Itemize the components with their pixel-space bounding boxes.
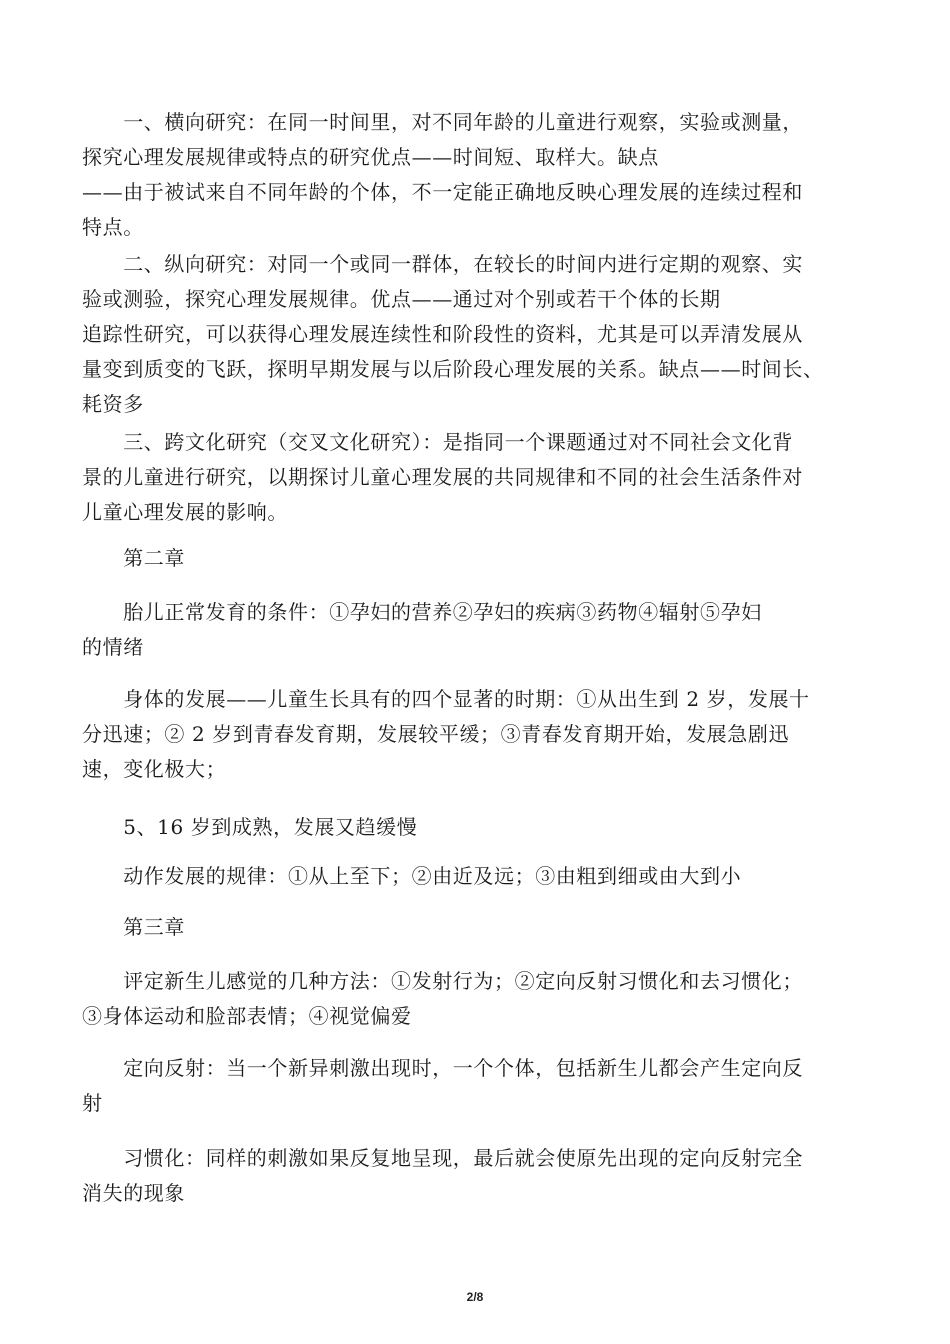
- text-line: 身体的发展——儿童生长具有的四个显著的时期：①从出生到 2 岁，发展十: [82, 687, 810, 711]
- text-line: 胎儿正常发育的条件：①孕妇的营养②孕妇的疾病③药物④辐射⑤孕妇: [82, 600, 762, 624]
- text-line: 第三章: [82, 915, 185, 939]
- text-line: 的情绪: [82, 635, 144, 659]
- text-line: 追踪性研究，可以获得心理发展连续性和阶段性的资料，尤其是可以弄清发展从: [82, 322, 803, 346]
- paragraph-cross-cultural-study: [82, 425, 872, 530]
- paragraph-longitudinal-study: [82, 247, 872, 422]
- paragraph-body-development: [82, 682, 872, 787]
- text-line: 消失的现象: [82, 1181, 185, 1205]
- text-line: 儿童心理发展的影响。: [82, 500, 288, 524]
- text-line: 景的儿童进行研究，以期探讨儿童心理发展的共同规律和不同的社会生活条件对: [82, 465, 803, 489]
- text-line: 评定新生儿感觉的几种方法：①发射行为；②定向反射习惯化和去习惯化；: [82, 969, 803, 993]
- paragraph-newborn-sensation-methods: [82, 964, 872, 1034]
- paragraph-habituation: [82, 1141, 872, 1211]
- text-line: 耗资多: [82, 392, 144, 416]
- text-line: 分迅速；② 2 岁到青春发育期，发展较平缓；③青春发育期开始，发展急剧迅: [82, 722, 790, 746]
- text-line: 量变到质变的飞跃，探明早期发展与以后阶段心理发展的关系。缺点——时间长、: [82, 357, 824, 381]
- paragraph-fetal-development: [82, 595, 872, 665]
- paragraph-growth-period: [82, 810, 872, 845]
- text-line: ③身体运动和脸部表情；④视觉偏爱: [82, 1004, 412, 1028]
- paragraph-orienting-reflex: [82, 1051, 872, 1121]
- text-line: 特点。: [82, 215, 144, 239]
- text-line: 验或测验，探究心理发展规律。优点——通过对个别或若干个体的长期: [82, 287, 721, 311]
- paragraph-cross-sectional-study: [82, 105, 872, 245]
- text-line: 一、横向研究：在同一时间里，对不同年龄的儿童进行观察，实验或测量，: [82, 110, 803, 134]
- text-line: 射: [82, 1091, 103, 1115]
- chapter-heading: [82, 910, 872, 945]
- text-line: ——由于被试来自不同年龄的个体，不一定能正确地反映心理发展的连续过程和: [82, 180, 803, 204]
- page-number: 2/8: [466, 1290, 484, 1304]
- text-line: 三、跨文化研究（交叉文化研究）：是指同一个课题通过对不同社会文化背: [82, 430, 793, 454]
- text-line: 速，变化极大；: [82, 757, 227, 781]
- text-line: 动作发展的规律：①从上至下；②由近及远；③由粗到细或由大到小: [82, 864, 742, 888]
- chapter-heading: [82, 541, 872, 576]
- text-line: 第二章: [82, 546, 185, 570]
- text-line: 习惯化：同样的刺激如果反复地呈现，最后就会使原先出现的定向反射完全: [82, 1146, 803, 1170]
- paragraph-motor-development: [82, 859, 872, 894]
- text-line: 二、纵向研究：对同一个或同一群体，在较长的时间内进行定期的观察、实: [82, 252, 803, 276]
- text-line: 定向反射：当一个新异刺激出现时，一个个体，包括新生儿都会产生定向反: [82, 1056, 803, 1080]
- text-line: 探究心理发展规律或特点的研究优点——时间短、取样大。缺点: [82, 145, 659, 169]
- text-line: 5、16 岁到成熟，发展又趋缓慢: [82, 815, 418, 839]
